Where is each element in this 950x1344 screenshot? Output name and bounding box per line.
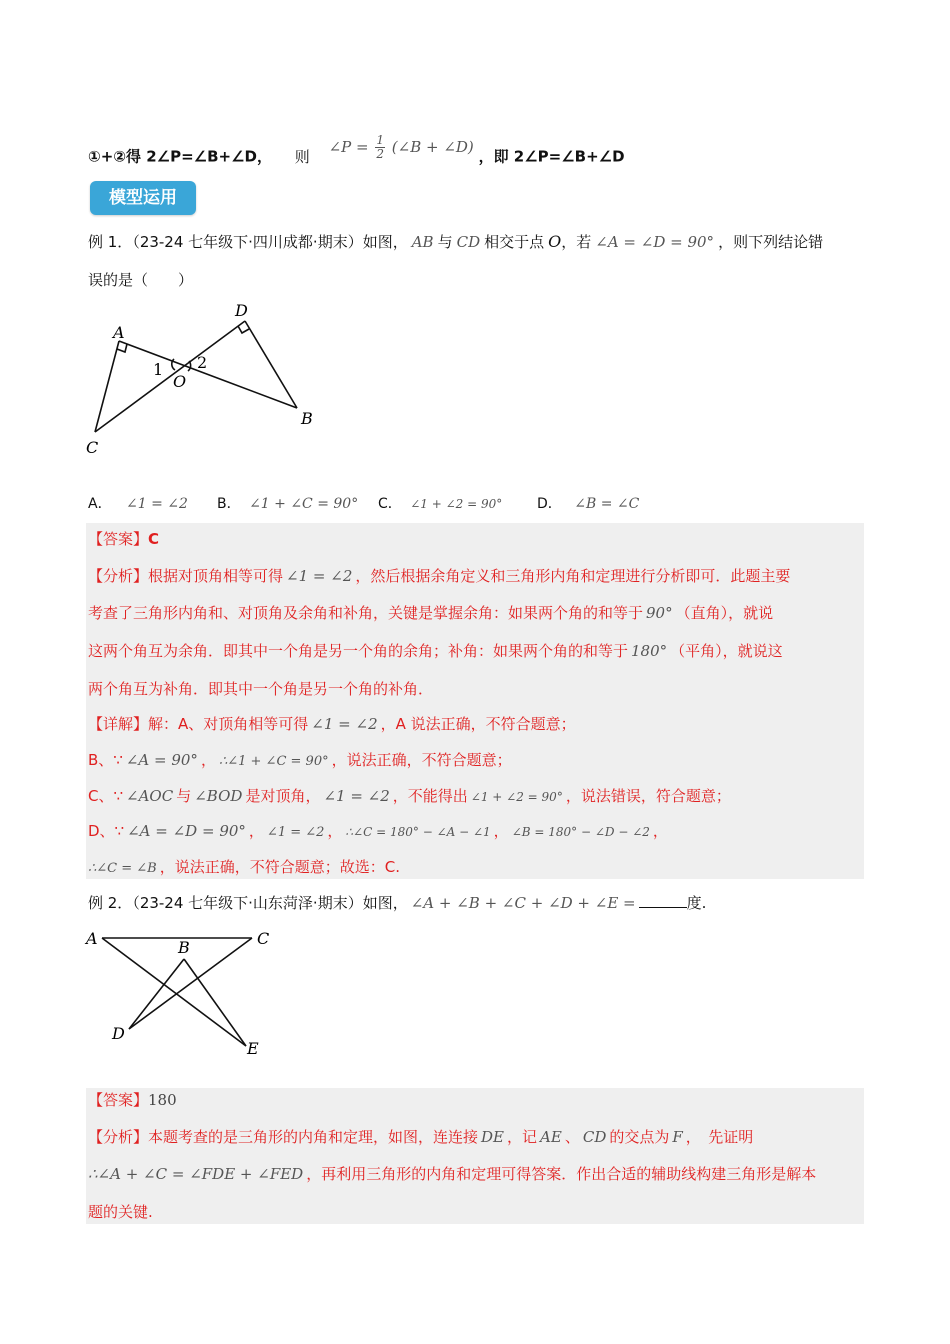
example2-analysis-line3: 题的关键. (88, 1203, 153, 1221)
answer-tag: 【答案】 (88, 530, 149, 548)
math-angle-sum: ∠A + ∠B + ∠C + ∠D + ∠E = (410, 894, 636, 912)
fraction (375, 134, 385, 161)
example2-question (88, 893, 706, 913)
detail-text: 解：A、对顶角相等可得 (148, 715, 309, 733)
detail-math: ∠1 = ∠2 (311, 715, 378, 733)
angle-arc-1 (172, 359, 175, 370)
example1-detail-line5 (88, 857, 400, 879)
option-b-key: B． (217, 496, 241, 512)
segment-ab (119, 341, 297, 408)
answer-value: C (148, 530, 160, 548)
example2-analysis-line2 (88, 1164, 816, 1184)
detail-text: C、∵ (88, 787, 124, 805)
top-then: 则 (294, 147, 310, 166)
detail-text: ， (327, 822, 343, 840)
label-d: D (235, 301, 248, 320)
detail-math: ∠1 = ∠2 (323, 787, 390, 805)
detail-math: ∠AOC (126, 787, 174, 805)
detail-text: ，说法正确，不符合题意；故选：C. (159, 858, 400, 876)
option-a[interactable] (88, 493, 188, 513)
analysis-math: ∠1 = ∠2 (286, 567, 353, 585)
detail-text: ， (200, 751, 216, 769)
analysis-math: 180° (631, 642, 668, 660)
detail-text: ， (652, 822, 668, 840)
detail-math: ∠A = ∠D = 90° (127, 822, 246, 840)
label-c: C (86, 438, 99, 457)
segment-be (184, 959, 246, 1046)
detail-text: B、∵ (88, 751, 123, 769)
text-then: ，则下列结论错 (718, 233, 824, 251)
top-part2: ，即 2∠P=∠B+∠D (478, 147, 625, 166)
detail-text: ，说法错误，符合题意； (565, 787, 731, 805)
text-with: 与 (437, 233, 453, 251)
detail-math: ∠1 = ∠2 (266, 825, 325, 840)
analysis-text: 本题考查的是三角形的内角和定理，如图，连连接 (148, 1128, 479, 1146)
example1-source: （23-24 七年级下·四川成都·期末）如图， (132, 233, 408, 251)
option-a-key: A． (88, 496, 112, 512)
segment-cd (129, 938, 252, 1029)
analysis-text: 考查了三角形内角和、对顶角及余角和补角，关键是掌握余角：如果两个角的和等于 (88, 604, 644, 622)
detail-math: ∴∠C = 180° − ∠A − ∠1 (345, 825, 491, 839)
example1-answer (88, 529, 159, 549)
detail-math: ∠B = 180° − ∠D − ∠2 (511, 825, 650, 839)
math-ab: AB (411, 233, 434, 251)
analysis-math: ∴∠A + ∠C = ∠FDE + ∠FED (88, 1165, 304, 1183)
example1-analysis-line4: 两个角互为补角．即其中一个角是另一个角的补角． (88, 680, 434, 698)
text-intersect: 相交于点 (484, 233, 545, 251)
section-badge: 模型运用 (90, 181, 196, 215)
label-angle-2: 2 (197, 353, 208, 372)
analysis-tag: 【分析】 (88, 567, 149, 585)
analysis-text: （直角），就说 (675, 604, 774, 622)
option-d[interactable] (537, 493, 639, 513)
point-o-label: O (548, 232, 562, 251)
text-unit: 度. (686, 894, 707, 912)
label-a: A (113, 323, 125, 342)
label-a: A (86, 929, 98, 948)
example1-analysis-line3 (88, 641, 783, 661)
detail-math: ∠BOD (194, 787, 243, 805)
example1-analysis-line1 (88, 566, 790, 586)
option-d-key: D． (537, 496, 562, 512)
detail-text: 是对顶角， (245, 787, 321, 805)
analysis-text: （平角），就说这 (670, 642, 783, 660)
detail-text: ，A 说法正确，不符合题意； (380, 715, 576, 733)
option-b[interactable] (217, 493, 358, 513)
label-d: D (112, 1024, 125, 1043)
segment-ac (95, 341, 119, 432)
math-condition: ∠A = ∠D = 90° (595, 233, 715, 251)
answer-blank[interactable] (639, 893, 687, 908)
detail-math: ∴∠C = ∠B (88, 861, 157, 876)
detail-text: 与 (176, 787, 192, 805)
option-c-expr: ∠1 + ∠2 = 90° (410, 497, 503, 511)
detail-text: ， (493, 822, 509, 840)
option-c-key: C． (378, 496, 402, 512)
example1-question-line2: 误的是（ ） (88, 271, 194, 289)
example1-detail-line1 (88, 714, 576, 734)
example2-solution-box (86, 1088, 864, 1224)
label-b: B (178, 938, 190, 957)
analysis-text: ，记 (507, 1128, 538, 1146)
analysis-text: 的交点为 (609, 1128, 670, 1146)
detail-text: ， (248, 822, 264, 840)
example2-analysis-line1 (88, 1127, 753, 1147)
math-cd: CD (456, 233, 481, 251)
example1-detail-line3 (88, 786, 731, 807)
example1-detail-line2 (88, 750, 512, 772)
formula-rhs: (∠B + ∠D) (391, 137, 474, 156)
example1-label: 例 1． (88, 233, 133, 251)
fraction-numerator: 1 (376, 133, 384, 147)
detail-text: D、∵ (88, 822, 125, 840)
example1-detail-line4 (88, 821, 668, 843)
analysis-text: 、 (564, 1128, 580, 1146)
detail-math: ∠1 + ∠2 = 90° (470, 790, 563, 804)
example1-figure (80, 296, 330, 461)
detail-text: ，说法正确，不符合题意； (331, 751, 512, 769)
top-formula (328, 133, 479, 161)
analysis-math: DE (481, 1128, 505, 1146)
example2-label: 例 2． (88, 894, 133, 912)
label-angle-1: 1 (153, 360, 164, 379)
detail-math: ∠A = 90° (125, 751, 198, 769)
example2-source: （23-24 七年级下·山东菏泽·期末）如图， (132, 894, 408, 912)
option-b-expr: ∠1 + ∠C = 90° (249, 496, 359, 512)
detail-tag: 【详解】 (88, 715, 149, 733)
formula-lhs: ∠P = (328, 137, 369, 156)
top-part1: ①+②得 2∠P=∠B+∠D， (88, 147, 272, 166)
fraction-denominator: 2 (376, 147, 384, 161)
analysis-text: ，然后根据余角定义和三角形内角和定理进行分析即可．此题主要 (355, 567, 791, 585)
label-e: E (247, 1039, 259, 1058)
label-c: C (257, 929, 270, 948)
example1-analysis-line2 (88, 603, 773, 623)
analysis-math: F (672, 1128, 683, 1146)
example2-figure (84, 926, 284, 1062)
analysis-math: AE (540, 1128, 562, 1146)
detail-text: ，不能得出 (392, 787, 468, 805)
segment-db (245, 321, 297, 408)
option-d-expr: ∠B = ∠C (574, 496, 640, 512)
label-b: B (301, 409, 313, 428)
text-if: ，若 (561, 233, 592, 251)
example2-answer (88, 1090, 177, 1110)
top-formula-line (88, 133, 625, 171)
detail-math: ∴∠1 + ∠C = 90° (218, 754, 329, 769)
analysis-text: ，再利用三角形的内角和定理可得答案．作出合适的辅助线构建三角形是解本 (306, 1165, 817, 1183)
analysis-text: 根据对顶角相等可得 (148, 567, 284, 585)
example1-question-line1 (88, 232, 823, 252)
analysis-text: 这两个角互为余角．即其中一个角是另一个角的余角；补角：如果两个角的和等于 (88, 642, 629, 660)
label-o: O (173, 372, 187, 391)
option-c[interactable] (378, 493, 502, 513)
option-a-expr: ∠1 = ∠2 (126, 496, 188, 512)
answer-tag: 【答案】 (88, 1091, 149, 1109)
analysis-tag: 【分析】 (88, 1128, 149, 1146)
answer-value: 180 (148, 1091, 177, 1109)
analysis-math: 90° (646, 604, 673, 622)
analysis-text: ， 先证明 (685, 1128, 754, 1146)
right-angle-d (238, 326, 249, 333)
analysis-math: CD (582, 1128, 607, 1146)
